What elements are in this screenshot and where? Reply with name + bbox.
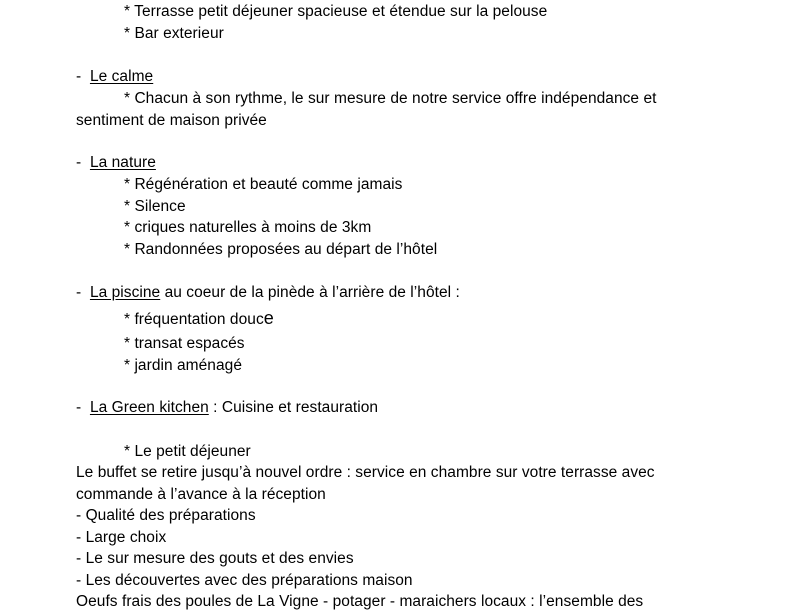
- dash-marker: -: [76, 399, 82, 416]
- list-item: * jardin aménagé: [124, 357, 242, 374]
- section-title: La nature: [89, 154, 156, 171]
- section-heading-piscine: [76, 282, 460, 303]
- list-item: * Silence: [124, 198, 186, 215]
- list-item: * transat espacés: [124, 335, 245, 352]
- dash-item: - Le sur mesure des gouts et des envies: [76, 550, 354, 567]
- dash-marker: -: [76, 284, 82, 301]
- section-title: La Green kitchen: [89, 399, 209, 416]
- list-item: [124, 308, 274, 330]
- dash-marker: -: [76, 68, 82, 85]
- list-item: * criques naturelles à moins de 3km: [124, 219, 372, 236]
- dash-item: - Large choix: [76, 529, 167, 546]
- section-title: Le calme: [89, 68, 154, 85]
- list-item: * Régénération et beauté comme jamais: [124, 176, 403, 193]
- list-item: * Bar exterieur: [124, 25, 224, 42]
- list-item: * Le petit déjeuner: [124, 443, 251, 460]
- list-item: * Terrasse petit déjeuner spacieuse et étendue sur la pelouse: [124, 3, 548, 20]
- dash-marker: -: [76, 154, 82, 171]
- section-heading-nature: [76, 152, 156, 173]
- dash-item: - Qualité des préparations: [76, 507, 256, 524]
- list-item-continuation: sentiment de maison privée: [76, 112, 267, 129]
- section-subtitle: : Cuisine et restauration: [208, 399, 379, 416]
- paragraph-line: Le buffet se retire jusqu’à nouvel ordre : service en chambre sur votre terrasse avec: [76, 464, 655, 481]
- section-heading-kitchen: [76, 397, 378, 418]
- section-subtitle: au coeur de la pinède à l’arrière de l’hôtel :: [160, 284, 460, 301]
- list-item: * Randonnées proposées au départ de l’hôtel: [124, 241, 438, 258]
- list-item-last-letter: e: [263, 308, 274, 328]
- section-heading-calme: [76, 66, 153, 87]
- section-title: La piscine: [89, 284, 161, 301]
- list-item: * Chacun à son rythme, le sur mesure de notre service offre indépendance et: [124, 90, 657, 107]
- paragraph-line-cut: Oeufs frais des poules de La Vigne - potager - maraichers locaux : l’ensemble des: [76, 593, 644, 610]
- paragraph-line: commande à l’avance à la réception: [76, 486, 326, 503]
- dash-item: - Les découvertes avec des préparations maison: [76, 572, 413, 589]
- list-item-text: * fréquentation douc: [124, 311, 264, 328]
